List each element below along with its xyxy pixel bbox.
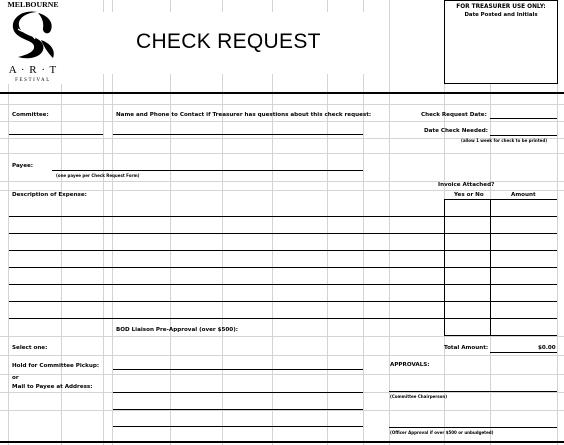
address-line[interactable] — [113, 426, 363, 427]
yes-no-column-border — [444, 199, 445, 336]
yes-no-header: Yes or No — [454, 192, 484, 198]
hold-pickup-field[interactable] — [113, 369, 363, 370]
header-separator — [0, 92, 564, 94]
address-line[interactable] — [113, 409, 363, 410]
grid-row-line — [0, 121, 564, 122]
grid-row-line — [0, 104, 564, 105]
expense-row-line[interactable] — [9, 301, 557, 302]
payee-label: Payee: — [12, 163, 34, 169]
address-line[interactable] — [113, 392, 363, 393]
hold-pickup-label: Hold for Committee Pickup: — [12, 363, 100, 369]
request-date-label: Check Request Date: — [421, 112, 487, 118]
melbourne-art-festival-logo — [4, 0, 62, 84]
contact-field[interactable] — [113, 134, 363, 135]
amount-header: Amount — [511, 192, 536, 198]
expense-row-line[interactable] — [9, 233, 557, 234]
expense-row-line[interactable] — [9, 284, 557, 285]
request-date-field[interactable] — [490, 118, 557, 119]
total-amount-field — [490, 352, 557, 353]
total-amount-value: $0.00 — [538, 345, 556, 351]
payee-note: (one payee per Check Request Form) — [56, 173, 140, 178]
contact-label: Name and Phone to Contact if Treasurer has questions about this check request: — [116, 112, 372, 118]
logo-festival-text: FESTIVAL — [15, 78, 51, 83]
grid-row-line — [0, 410, 564, 411]
committee-field[interactable] — [9, 134, 103, 135]
logo-letters-text: A · R · T — [8, 64, 58, 76]
date-needed-label: Date Check Needed: — [424, 128, 489, 134]
expense-row-line[interactable] — [9, 267, 557, 268]
expense-row-line[interactable] — [9, 250, 557, 251]
date-needed-field[interactable] — [490, 135, 557, 136]
invoice-attached-label: Invoice Attached? — [438, 182, 495, 188]
approvals-label: APPROVALS: — [390, 362, 430, 368]
treasurer-heading: FOR TREASURER USE ONLY: — [456, 4, 546, 10]
page-title: CHECK REQUEST — [136, 30, 321, 53]
grid-row-line — [0, 190, 564, 191]
treasurer-subheading: Date Posted and Initials — [464, 12, 538, 18]
grid-col-line — [389, 0, 390, 445]
grid-row-line — [0, 153, 564, 154]
committee-label: Committee: — [12, 112, 49, 118]
expense-row-line[interactable] — [9, 216, 557, 217]
officer-signature-line[interactable] — [389, 427, 557, 428]
grid-row-line — [0, 355, 564, 356]
bod-approval-label: BOD Liaison Pre-Approval (over $500): — [116, 327, 238, 333]
officer-note: (Officer Approval if over $500 or unbudgeted) — [390, 430, 494, 435]
grid-row-line — [0, 374, 564, 375]
logo-graphic — [4, 0, 62, 84]
table-header-underline — [444, 199, 557, 200]
logo-name-text: MELBOURNE — [7, 0, 59, 9]
expense-row-line[interactable] — [444, 335, 557, 336]
chairperson-signature-line[interactable] — [389, 391, 557, 392]
total-amount-label: Total Amount: — [444, 345, 489, 351]
or-label: or — [12, 375, 19, 381]
bottom-border — [0, 441, 564, 443]
date-needed-note: (allow 1 week for check to be printed) — [461, 138, 548, 143]
mail-payee-label: Mail to Payee at Address: — [12, 384, 93, 390]
amount-column-border — [490, 199, 491, 336]
payee-field[interactable] — [52, 170, 363, 171]
description-label: Description of Expense: — [12, 192, 87, 198]
treasurer-use-box — [444, 0, 558, 84]
expense-row-line[interactable] — [9, 318, 557, 319]
chairperson-note: (Committee Chairperson) — [390, 394, 448, 399]
grid-row-line — [0, 336, 564, 337]
select-one-label: Select one: — [12, 345, 48, 351]
